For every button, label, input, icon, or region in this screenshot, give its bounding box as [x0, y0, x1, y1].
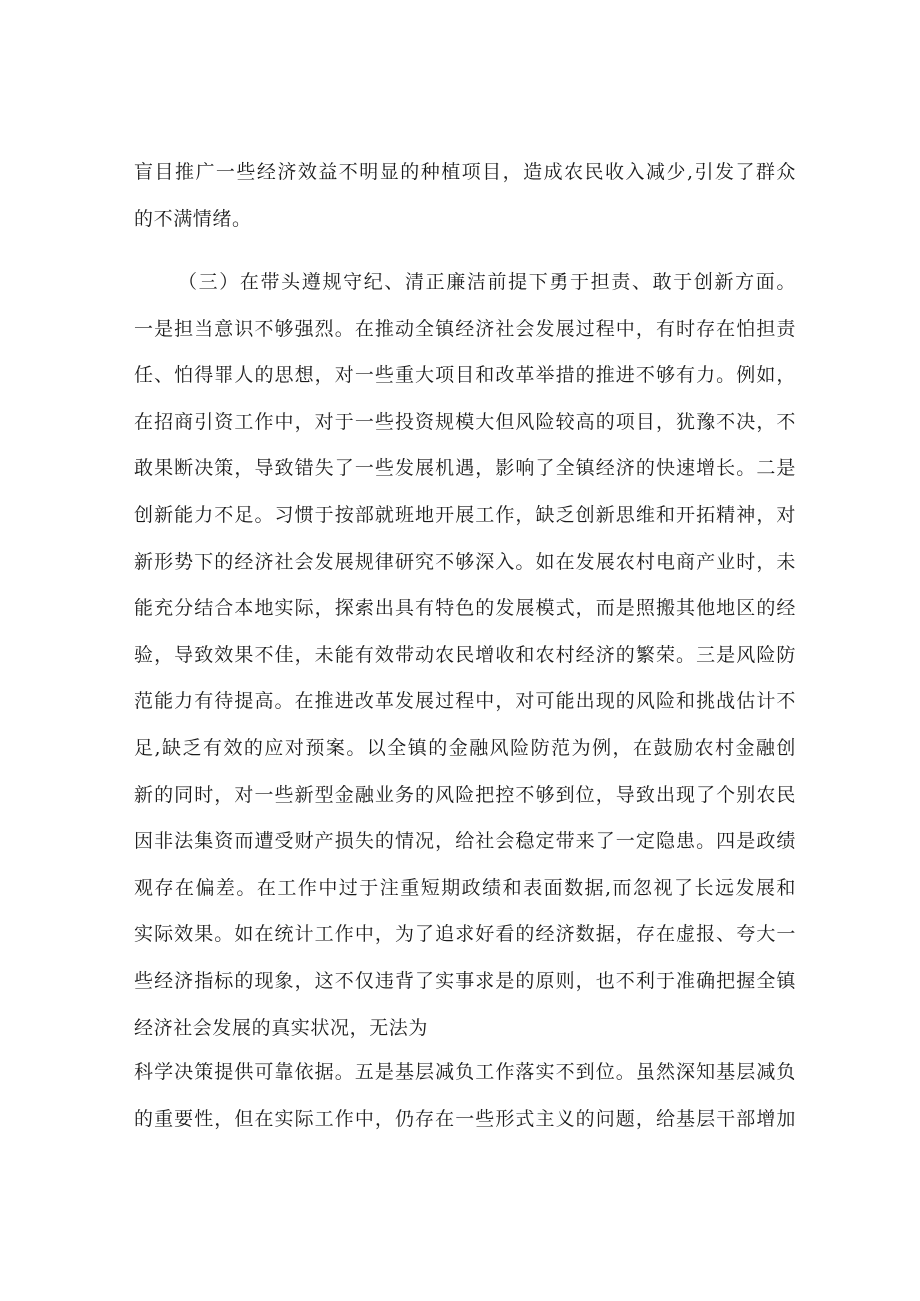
text-line: 盲目推广一些经济效益不明显的种植项目，造成农民收入减少,引发了群众	[134, 161, 796, 183]
section-heading: （三）在带头遵规守纪、清正廉洁前提下勇于担责、敢于创新方面。	[178, 271, 796, 293]
text-line: 科学决策提供可靠依据。五是基层减负工作落实不到位。虽然深知基层减负	[134, 1061, 796, 1083]
text-line: 的不满情绪。	[134, 208, 252, 230]
text-line: 因非法集资而遭受财产损失的情况，给社会稳定带来了一定隐患。四是政绩	[134, 830, 796, 852]
text-line: 些经济指标的现象，这不仅违背了实事求是的原则，也不利于准确把握全镇	[134, 970, 796, 992]
text-line: 新形势下的经济社会发展规律研究不够深入。如在发展农村电商产业时，未	[134, 551, 796, 573]
text-line: 范能力有待提高。在推进改革发展过程中，对可能出现的风险和挑战估计不	[134, 690, 796, 712]
text-line: 足,缺乏有效的应对预案。以全镇的金融风险防范为例，在鼓励农村金融创	[134, 737, 796, 759]
text-line: 实际效果。如在统计工作中，为了追求好看的经济数据，存在虚报、夸大一	[134, 923, 796, 945]
text-line: 观存在偏差。在工作中过于注重短期政绩和表面数据,而忽视了长远发展和	[134, 877, 796, 899]
text-line: 一是担当意识不够强烈。在推动全镇经济社会发展过程中，有时存在怕担责	[134, 318, 796, 340]
text-line: 经济社会发展的真实状况，无法为	[134, 1017, 429, 1039]
text-line: 的重要性，但在实际工作中，仍存在一些形式主义的问题，给基层干部增加	[134, 1108, 796, 1130]
text-line: 验，导致效果不佳，未能有效带动农民增收和农村经济的繁荣。三是风险防	[134, 644, 796, 666]
text-line: 能充分结合本地实际，探索出具有特色的发展模式，而是照搬其他地区的经	[134, 597, 796, 619]
text-line: 在招商引资工作中，对于一些投资规模大但风险较高的项目，犹豫不决，不	[134, 411, 796, 433]
text-line: 敢果断决策，导致错失了一些发展机遇，影响了全镇经济的快速增长。二是	[134, 457, 796, 479]
text-line: 创新能力不足。习惯于按部就班地开展工作，缺乏创新思维和开拓精神，对	[134, 504, 796, 526]
text-line: 新的同时，对一些新型金融业务的风险把控不够到位，导致出现了个别农民	[134, 784, 796, 806]
text-line: 任、怕得罪人的思想，对一些重大项目和改革举措的推进不够有力。例如，	[134, 364, 796, 386]
